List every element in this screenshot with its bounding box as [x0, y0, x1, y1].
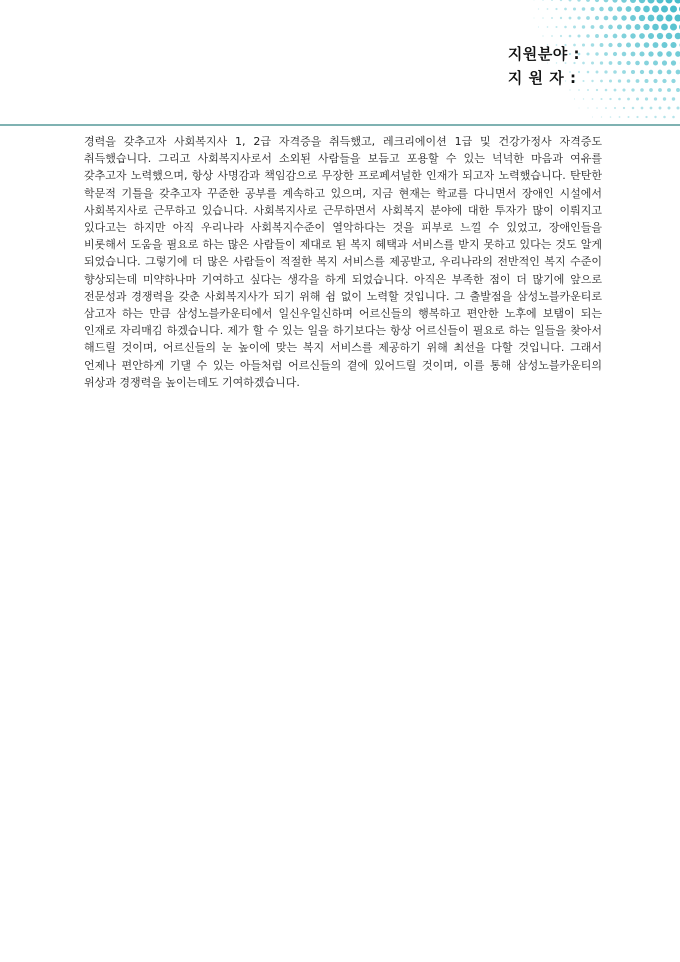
halftone-dot	[582, 7, 586, 11]
halftone-dot	[542, 0, 544, 1]
halftone-dot	[564, 26, 567, 29]
halftone-dot	[604, 70, 607, 73]
halftone-dot	[591, 62, 594, 65]
halftone-dot	[635, 42, 640, 47]
halftone-dot	[631, 88, 634, 91]
halftone-dot	[668, 107, 671, 110]
halftone-dot	[582, 43, 585, 46]
halftone-dot	[573, 7, 576, 10]
halftone-dot	[579, 108, 580, 109]
halftone-dot	[675, 51, 680, 57]
halftone-dot	[614, 107, 616, 109]
halftone-dot	[605, 107, 607, 109]
halftone-dot	[672, 97, 675, 100]
halftone-dot	[657, 51, 663, 57]
halftone-dot	[634, 6, 640, 12]
halftone-dot	[626, 24, 632, 30]
halftone-dot	[636, 79, 640, 83]
cover-letter-paragraph: 경력을 갖추고자 사회복지사 1, 2급 자격증을 취득했고, 레크리에이션 1급 및 건강가정사 자격증도 취득했습니다. 그리고 사회복지사로서 소외된 사람들을 보듬고 포용할 수 있는 넉넉한 마음과 여유를 갖추고자 노력했으며, 항상 사명감과 책임감으로 무장한 프로페셔널한 인재가 되고자 노력했습니다. 탄탄한 학문적 기틀을 갖추고자 꾸준한 공부를 계속하고 있으며, 지금 현재는 학교를 다니면서 장애인 시설에서 사회복지사로 근무하고 있습니다. 사회복지사로 근무하면서 사회복지 분야에 대한 투자가 많이 이뤄지고 있다고는 하지만 아직 우리나라 사회복지수준이 열악하다는 것을 피부로 느낄 수 있었고, 장애인들을 비롯해서 도움을 필요로 하는 많은 사람들이 제대로 된 복지 혜택과 서비스를 받지 못하고 있다는 것도 알게 되었습니다. 그렇기에 더 많은 사람들이 적절한 복지 서비스를 제공받고, 우리나라의 전반적인 복지 수준이 향상되는데 미약하나마 기여하고 싶다는 생각을 하게 되었습니다. 아직은 부족한 점이 더 많기에 앞으로 전문성과 경쟁력을 갖춘 사회복지사가 되기 위해 쉼 없이 노력할 것입니다. 그 출발점을 삼성노블카운티로 삼고자 하는 만큼 삼성노블카운티에서 일신우일신하며 어르신들의 행복하고 편안한 노후에 보탬이 되는 인재로 자리매김 하겠습니다. 제가 할 수 있는 일을 하기보다는 항상 어르신들이 필요로 하는 일들을 찾아서 해드릴 것이며, 어르신들의 눈 높이에 맞는 복지 서비스를 제공하기 위해 최선을 다할 것입니다. 그래서 언제나 편안하게 기댈 수 있는 아들처럼 어르신들의 곁에 있어드릴 것이며, 이를 통해 삼성노블카운티의 위상과 경쟁력을 높이는데도 기여하겠습니다.	[84, 135, 602, 389]
halftone-dot	[676, 88, 680, 92]
applicant-name-label: 지 원 자 :	[507, 69, 577, 87]
halftone-dot	[596, 89, 598, 91]
halftone-dot	[560, 35, 562, 37]
halftone-dot	[595, 34, 599, 38]
halftone-dot	[661, 24, 668, 31]
halftone-dot	[604, 0, 609, 2]
halftone-dot	[652, 24, 659, 31]
halftone-dot	[626, 6, 632, 12]
halftone-dot	[635, 24, 641, 30]
halftone-dot	[617, 43, 622, 48]
halftone-dot	[612, 0, 617, 3]
halftone-dot	[618, 79, 621, 82]
halftone-dot	[586, 34, 589, 37]
halftone-dot	[666, 51, 672, 57]
halftone-dot	[631, 52, 636, 57]
field-area-label: 지원분야 :	[507, 45, 580, 63]
halftone-dot	[653, 42, 659, 48]
halftone-dot	[645, 97, 648, 100]
halftone-dot	[654, 97, 657, 100]
halftone-dot	[619, 116, 621, 118]
halftone-dot	[649, 88, 653, 92]
halftone-dot	[587, 71, 590, 74]
halftone-dot	[653, 60, 658, 65]
halftone-dot	[582, 80, 584, 82]
halftone-dot	[547, 8, 549, 10]
halftone-dot	[677, 107, 680, 110]
halftone-dot	[652, 6, 659, 13]
halftone-dot	[622, 70, 626, 74]
halftone-dot	[641, 107, 644, 110]
halftone-dot	[639, 33, 645, 39]
halftone-dot	[675, 15, 680, 22]
halftone-dot	[533, 0, 534, 1]
halftone-dot	[599, 7, 603, 11]
halftone-dot	[670, 6, 677, 13]
halftone-dot	[662, 60, 667, 65]
halftone-dot	[666, 33, 673, 40]
halftone-dot	[609, 79, 612, 82]
halftone-dot	[599, 25, 603, 29]
halftone-dot	[645, 116, 647, 118]
halftone-dot	[649, 70, 654, 75]
halftone-dot	[639, 0, 646, 3]
halftone-dot	[613, 70, 617, 74]
halftone-dot	[613, 34, 618, 39]
halftone-dot	[595, 52, 598, 55]
halftone-dot	[643, 24, 649, 30]
halftone-dot	[604, 34, 608, 38]
halftone-dot	[577, 16, 580, 19]
halftone-dot	[591, 43, 594, 46]
halftone-dot	[551, 0, 553, 1]
halftone-dot	[657, 33, 663, 39]
halftone-dot	[671, 60, 676, 65]
header-divider	[0, 124, 680, 126]
halftone-dot	[617, 61, 621, 65]
halftone-dot	[591, 7, 595, 11]
halftone-dot	[663, 97, 666, 100]
halftone-dot	[591, 25, 595, 29]
halftone-dot	[672, 116, 675, 119]
halftone-dot	[627, 79, 631, 83]
halftone-dot	[626, 43, 631, 48]
halftone-dot	[604, 16, 609, 21]
halftone-dot	[635, 61, 640, 66]
halftone-dot	[632, 107, 635, 110]
halftone-dot	[661, 6, 668, 13]
halftone-dot	[596, 107, 598, 109]
halftone-dot	[675, 33, 680, 40]
halftone-dot	[617, 24, 622, 29]
halftone-dot	[648, 0, 655, 4]
halftone-dot	[555, 8, 557, 10]
halftone-dot	[547, 26, 549, 28]
halftone-dot	[600, 61, 603, 64]
halftone-dot	[618, 98, 621, 101]
halftone-dot	[658, 70, 663, 75]
halftone-dot	[608, 43, 612, 47]
halftone-dot	[648, 33, 654, 39]
halftone-dot	[653, 79, 657, 83]
halftone-dot	[560, 0, 562, 1]
halftone-dot	[666, 0, 673, 4]
halftone-dot	[587, 89, 589, 91]
halftone-dot	[586, 16, 590, 20]
halftone-dot	[595, 0, 599, 2]
applicant-header	[508, 42, 580, 90]
halftone-dot	[591, 80, 593, 82]
halftone-dot	[601, 116, 602, 117]
halftone-dot	[604, 52, 608, 56]
halftone-dot	[551, 17, 553, 19]
halftone-dot	[663, 116, 666, 119]
halftone-dot	[621, 0, 627, 3]
halftone-dot	[628, 116, 630, 118]
halftone-dot	[667, 88, 671, 92]
halftone-dot	[600, 80, 603, 83]
halftone-dot	[621, 15, 626, 20]
halftone-dot	[640, 88, 644, 92]
halftone-dot	[609, 61, 613, 65]
halftone-dot	[608, 7, 613, 12]
halftone-dot	[600, 43, 604, 47]
halftone-dot	[657, 0, 664, 4]
halftone-dot	[608, 25, 613, 30]
halftone-dot	[551, 35, 553, 37]
halftone-dot	[670, 42, 676, 48]
halftone-dot	[630, 33, 635, 38]
halftone-dot	[670, 24, 677, 31]
halftone-dot	[650, 107, 653, 110]
halftone-dot	[643, 6, 650, 13]
halftone-dot	[613, 52, 617, 56]
halftone-dot	[623, 107, 625, 109]
halftone-dot	[676, 70, 680, 75]
halftone-dot	[573, 26, 576, 29]
halftone-dot	[582, 62, 585, 65]
halftone-dot	[538, 8, 539, 9]
halftone-dot	[657, 15, 664, 22]
halftone-dot	[666, 15, 673, 22]
halftone-dot	[533, 17, 534, 18]
halftone-dot	[577, 34, 580, 37]
halftone-dot	[648, 15, 655, 22]
halftone-dot	[609, 98, 611, 100]
halftone-dot	[654, 116, 656, 118]
halftone-dot	[595, 16, 599, 20]
halftone-dot	[648, 51, 653, 56]
halftone-dot	[582, 25, 585, 28]
halftone-dot	[592, 98, 594, 100]
halftone-dot	[586, 52, 589, 55]
halftone-dot	[667, 70, 672, 75]
halftone-dot	[596, 71, 599, 74]
halftone-dot	[662, 79, 666, 83]
halftone-dot	[622, 88, 625, 91]
halftone-dot	[636, 97, 639, 100]
halftone-dot	[610, 116, 612, 118]
halftone-dot	[626, 61, 630, 65]
halftone-dot	[555, 26, 557, 28]
halftone-dot	[675, 0, 680, 4]
halftone-dot	[605, 89, 608, 92]
halftone-dot	[644, 79, 648, 83]
halftone-dot	[631, 70, 635, 74]
halftone-dot	[587, 107, 588, 108]
halftone-dot	[574, 98, 575, 99]
halftone-dot	[658, 88, 662, 92]
halftone-dot	[659, 107, 662, 110]
halftone-dot	[569, 0, 572, 1]
halftone-dot	[636, 116, 638, 118]
halftone-dot	[630, 0, 636, 3]
halftone-dot	[612, 15, 617, 20]
halftone-dot	[542, 17, 544, 19]
halftone-dot	[617, 6, 622, 11]
halftone-dot	[644, 61, 649, 66]
halftone-dot	[644, 42, 650, 48]
halftone-dot	[661, 42, 667, 48]
halftone-dot	[630, 15, 636, 21]
halftone-dot	[600, 98, 602, 100]
halftone-dot	[560, 17, 562, 19]
halftone-dot	[614, 89, 617, 92]
halftone-dot	[586, 0, 590, 2]
halftone-dot	[569, 17, 572, 20]
halftone-dot	[671, 79, 675, 83]
halftone-dot	[583, 98, 584, 99]
halftone-dot	[640, 70, 644, 74]
halftone-dot	[592, 116, 593, 117]
halftone-dot	[538, 26, 539, 27]
halftone-dot	[627, 98, 630, 101]
halftone-dot	[639, 51, 644, 56]
halftone-dot	[577, 0, 580, 2]
halftone-dot	[542, 35, 543, 36]
halftone-dot	[569, 35, 572, 38]
halftone-dot	[621, 33, 626, 38]
halftone-dot	[639, 15, 645, 21]
halftone-dot	[622, 52, 627, 57]
halftone-dot	[564, 8, 567, 11]
